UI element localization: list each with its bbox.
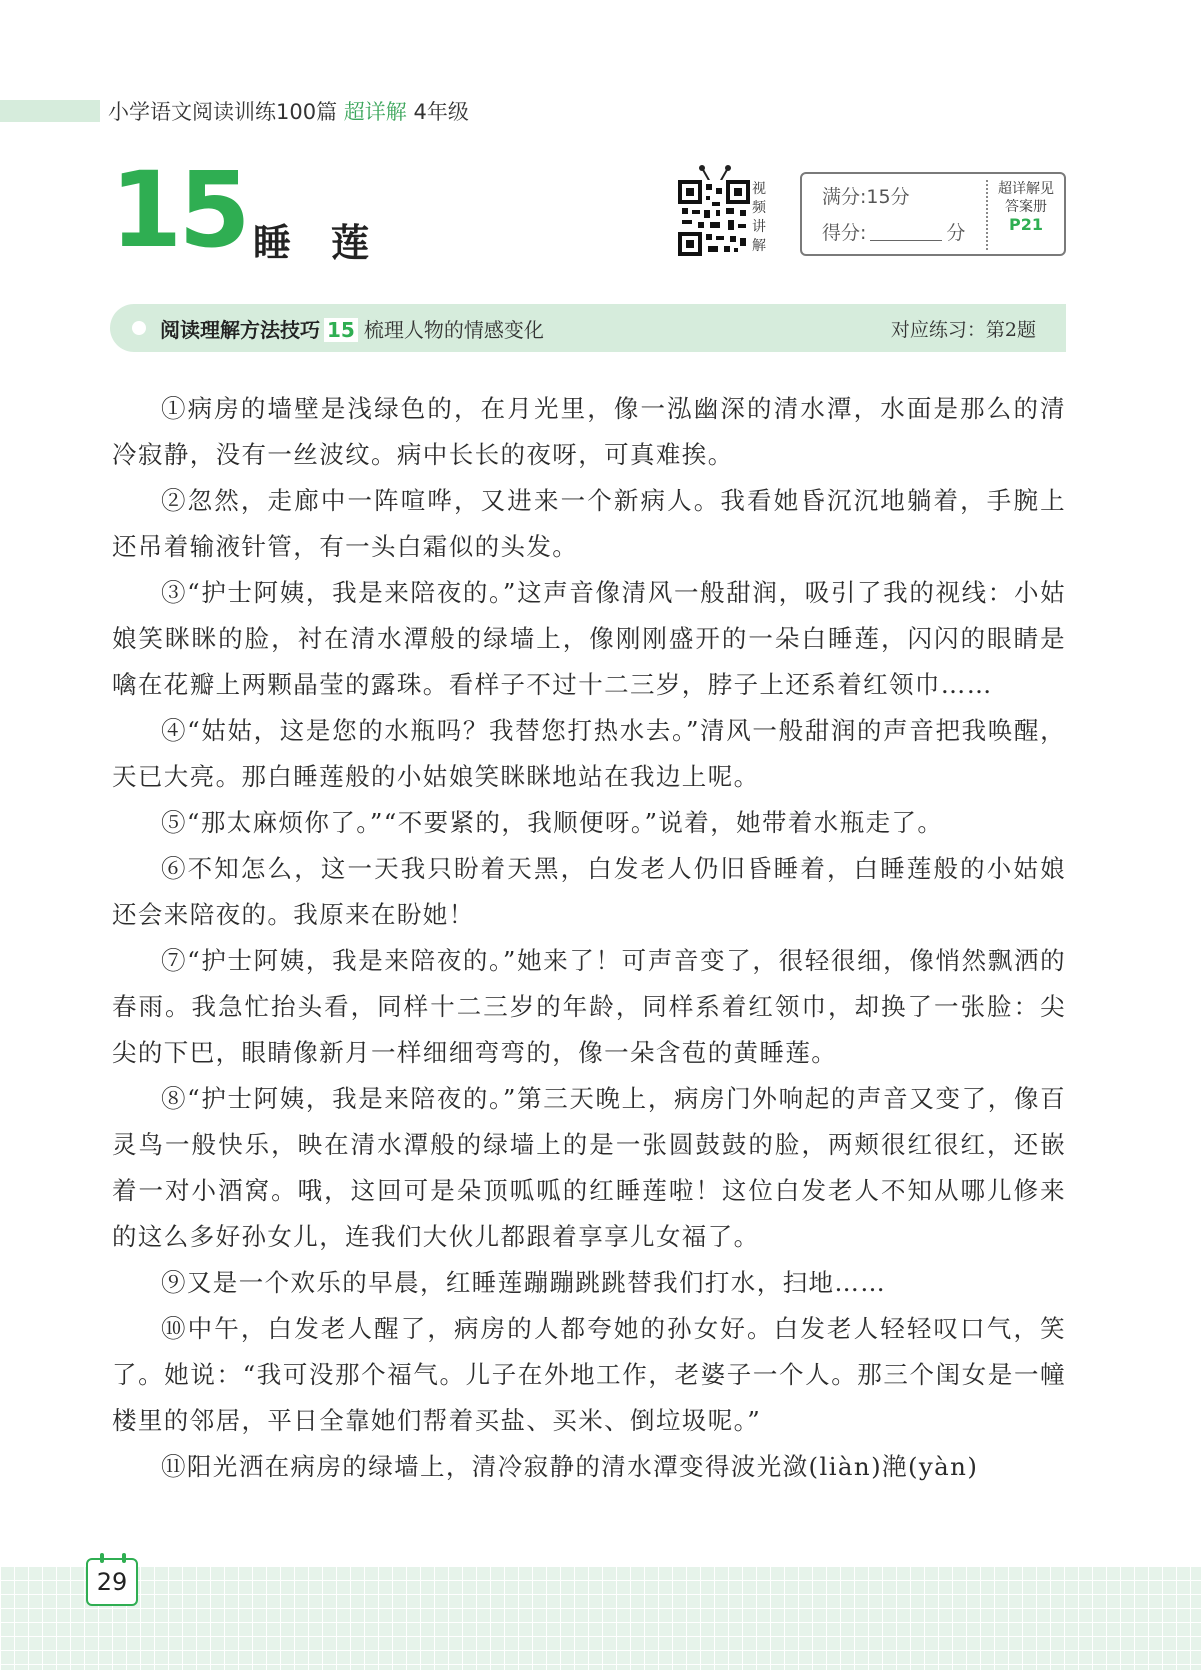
method-number: 15 — [324, 318, 358, 342]
paragraph: ①病房的墙壁是浅绿色的，在月光里，像一泓幽深的清水潭，水面是那么的清冷寂静，没有一丝波纹。病中长长的夜呀，可真难挨。 — [112, 394, 1066, 469]
method-heading — [160, 314, 544, 343]
page-number: 29 — [96, 1568, 128, 1596]
paragraph: ⑧“护士阿姨，我是来陪夜的。”第三天晚上，病房门外响起的声音又变了，像百灵鸟一般快乐，映在清水潭般的绿墙上的是一张圆鼓鼓的脸，两颊很红很红，还嵌着一对小酒窝。哦，这回可是朵顶呱呱的红睡莲啦！这位白发老人不知从哪儿修来的这么多好孙女儿，连我们大伙儿都跟着享享儿女福了。 — [112, 1084, 1066, 1251]
full-score: 满分:15分 — [822, 186, 910, 208]
paragraph: ⑩中午，白发老人醒了，病房的人都夸她的孙女好。白发老人轻轻叹口气，笑了。她说：“我可没那个福气。儿子在外地工作，老婆子一个人。那三个闺女是一幢楼里的邻居，平日全靠她们帮着买盐、买米、倒垃圾呢。” — [112, 1314, 1066, 1435]
header-band — [0, 100, 100, 122]
answer-ref-line1: 超详解见 — [998, 181, 1054, 197]
score-field — [822, 218, 965, 245]
method-practice: 对应练习：第2题 — [890, 319, 1036, 341]
lesson-number: 15 — [110, 149, 247, 271]
book-header — [108, 96, 469, 126]
method-banner — [110, 304, 1066, 352]
qr-code-icon[interactable] — [678, 180, 750, 256]
paragraph: ⑦“护士阿姨，我是来陪夜的。”她来了！可声音变了，很轻很细，像悄然飘洒的春雨。我急忙抬头看，同样十二三岁的年龄，同样系着红领巾，却换了一张脸：尖尖的下巴，眼睛像新月一样细细弯弯的，像一朵含苞的黄睡莲。 — [112, 946, 1066, 1067]
book-title: 小学语文阅读训练100篇 — [108, 100, 338, 124]
score-unit: 分 — [946, 222, 966, 244]
paragraph: ⑨又是一个欢乐的早晨，红睡莲蹦蹦跳跳替我们打水，扫地…… — [161, 1268, 887, 1297]
paragraph: ②忽然，走廊中一阵喧哗，又进来一个新病人。我看她昏沉沉地躺着，手腕上还吊着输液针管，有一头白霜似的头发。 — [112, 486, 1066, 561]
paragraph: ⑪阳光洒在病房的绿墙上，清冷寂静的清水潭变得波光潋(liàn)滟(yàn) — [161, 1452, 979, 1481]
footer-grid — [0, 1566, 1201, 1670]
page-number-tab — [86, 1558, 138, 1606]
paragraph: ⑥不知怎么，这一天我只盼着天黑，白发老人仍旧昏睡着，白睡莲般的小姑娘还会来陪夜的。我原来在盼她！ — [112, 854, 1066, 929]
method-topic: 梳理人物的情感变化 — [363, 318, 544, 342]
method-label: 阅读理解方法技巧 — [160, 318, 320, 342]
article-body — [112, 386, 1066, 1490]
answer-reference — [988, 180, 1064, 234]
video-explain-label: 视频讲解 — [752, 181, 766, 254]
lesson-title: 睡莲 — [253, 221, 410, 265]
paragraph: ⑤“那太麻烦你了。”“不要紧的，我顺便呀。”说着，她带着水瓶走了。 — [161, 808, 944, 837]
paragraph: ④“姑姑，这是您的水瓶吗？我替您打热水去。”清风一般甜润的声音把我唤醒，天已大亮。那白睡莲般的小姑娘笑眯眯地站在我边上呢。 — [112, 716, 1066, 791]
score-blank[interactable] — [870, 240, 942, 241]
bullet-dot-icon — [132, 321, 146, 335]
book-grade: 4年级 — [413, 100, 469, 124]
answer-ref-line2: 答案册 — [1005, 199, 1047, 215]
answer-ref-page: P21 — [1009, 215, 1043, 234]
score-box — [800, 172, 1066, 256]
book-accent: 超详解 — [343, 100, 407, 124]
paragraph: ③“护士阿姨，我是来陪夜的。”这声音像清风一般甜润，吸引了我的视线：小姑娘笑眯眯的脸，衬在清水潭般的绿墙上，像刚刚盛开的一朵白睡莲，闪闪的眼睛是噙在花瓣上两颗晶莹的露珠。看样子不过十二三岁，脖子上还系着红领巾…… — [112, 578, 1066, 699]
score-label: 得分: — [822, 222, 867, 244]
calendar-rings-icon — [96, 1553, 130, 1563]
